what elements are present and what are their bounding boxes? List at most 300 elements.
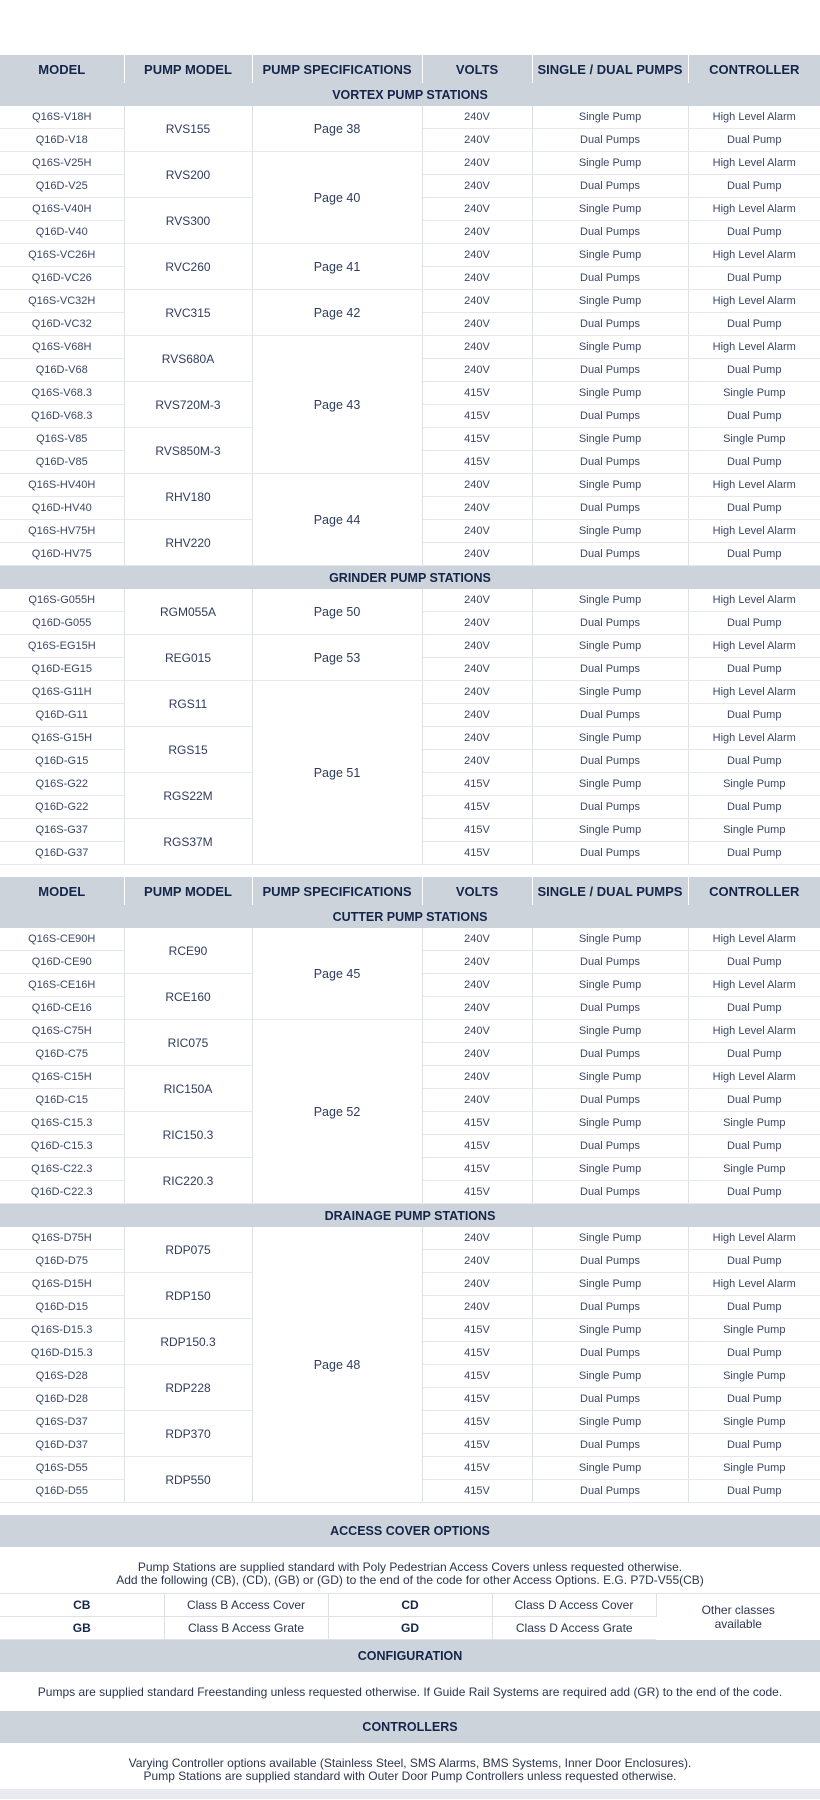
volts-cell: 415V <box>422 1135 532 1158</box>
pumps-cell: Single Pump <box>532 1227 688 1250</box>
model-cell: Q16S-G11H <box>0 681 124 704</box>
pumps-cell: Dual Pumps <box>532 497 688 520</box>
pumps-cell: Single Pump <box>532 474 688 497</box>
controller-cell: Dual Pump <box>688 359 820 382</box>
model-cell: Q16S-VC32H <box>0 290 124 313</box>
pump-model-cell: RIC075 <box>124 1020 252 1066</box>
controller-cell: Dual Pump <box>688 997 820 1020</box>
controller-cell: Dual Pump <box>688 543 820 566</box>
pump-spec-cell: Page 45 <box>252 928 422 1020</box>
access-code-cb: CB <box>0 1594 164 1617</box>
volts-cell: 415V <box>422 1319 532 1342</box>
pump-spec-cell: Page 38 <box>252 106 422 152</box>
model-cell: Q16S-G15H <box>0 727 124 750</box>
controller-cell: Dual Pump <box>688 842 820 865</box>
controller-cell: High Level Alarm <box>688 1227 820 1250</box>
volts-cell: 240V <box>422 313 532 336</box>
controller-cell: Dual Pump <box>688 267 820 290</box>
volts-cell: 240V <box>422 198 532 221</box>
model-cell: Q16S-EG15H <box>0 635 124 658</box>
pumps-cell: Single Pump <box>532 974 688 997</box>
volts-cell: 240V <box>422 1273 532 1296</box>
model-cell: Q16D-HV40 <box>0 497 124 520</box>
model-cell: Q16S-G22 <box>0 773 124 796</box>
volts-cell: 240V <box>422 1089 532 1112</box>
volts-cell: 240V <box>422 129 532 152</box>
pump-model-cell: RCE160 <box>124 974 252 1020</box>
pumps-cell: Single Pump <box>532 244 688 267</box>
table-row <box>0 152 820 175</box>
volts-cell: 240V <box>422 1020 532 1043</box>
section-title: DRAINAGE PUMP STATIONS <box>0 1204 820 1228</box>
controllers-title: CONTROLLERS <box>0 1711 820 1743</box>
pumps-cell: Single Pump <box>532 1112 688 1135</box>
pump-model-cell: RIC150A <box>124 1066 252 1112</box>
controller-cell: Dual Pump <box>688 497 820 520</box>
volts-cell: 415V <box>422 819 532 842</box>
pumps-cell: Dual Pumps <box>532 1181 688 1204</box>
volts-cell: 415V <box>422 773 532 796</box>
volts-cell: 240V <box>422 543 532 566</box>
header-model: MODEL <box>0 877 124 905</box>
pumps-cell: Dual Pumps <box>532 451 688 474</box>
pumps-cell: Dual Pumps <box>532 1089 688 1112</box>
pump-model-cell: RVS720M-3 <box>124 382 252 428</box>
model-cell: Q16D-V85 <box>0 451 124 474</box>
controller-cell: Dual Pump <box>688 313 820 336</box>
pumps-cell: Dual Pumps <box>532 658 688 681</box>
volts-cell: 415V <box>422 1112 532 1135</box>
volts-cell: 415V <box>422 451 532 474</box>
section-header-row <box>0 1204 820 1228</box>
volts-cell: 415V <box>422 405 532 428</box>
pumps-cell: Single Pump <box>532 681 688 704</box>
controller-cell: Dual Pump <box>688 612 820 635</box>
model-cell: Q16S-HV75H <box>0 520 124 543</box>
model-cell: Q16D-HV75 <box>0 543 124 566</box>
controller-cell: Dual Pump <box>688 1342 820 1365</box>
pumps-cell: Single Pump <box>532 589 688 612</box>
pump-spec-cell: Page 40 <box>252 152 422 244</box>
table-header <box>0 55 820 83</box>
pump-model-cell: RVS680A <box>124 336 252 382</box>
pumps-cell: Dual Pumps <box>532 543 688 566</box>
controller-cell: High Level Alarm <box>688 1066 820 1089</box>
pumps-cell: Dual Pumps <box>532 313 688 336</box>
model-cell: Q16D-G22 <box>0 796 124 819</box>
volts-cell: 240V <box>422 928 532 951</box>
access-desc-cb: Class B Access Cover <box>164 1594 328 1617</box>
model-cell: Q16S-V85 <box>0 428 124 451</box>
model-cell: Q16S-D37 <box>0 1411 124 1434</box>
volts-cell: 415V <box>422 1411 532 1434</box>
configuration-title: CONFIGURATION <box>0 1640 820 1672</box>
model-cell: Q16S-C75H <box>0 1020 124 1043</box>
model-cell: Q16S-D28 <box>0 1365 124 1388</box>
volts-cell: 240V <box>422 658 532 681</box>
controller-cell: Single Pump <box>688 819 820 842</box>
model-cell: Q16S-G055H <box>0 589 124 612</box>
header-model: MODEL <box>0 55 124 83</box>
configuration-note: Pumps are supplied standard Freestanding unless requested otherwise. If Guide Rail Systems are required add (GR) to the end of the code. <box>37 1685 783 1699</box>
controller-cell: Dual Pump <box>688 1135 820 1158</box>
volts-cell: 415V <box>422 1342 532 1365</box>
volts-cell: 415V <box>422 428 532 451</box>
pump-spec-cell: Page 50 <box>252 589 422 635</box>
pump-model-cell: RDP228 <box>124 1365 252 1411</box>
volts-cell: 415V <box>422 1480 532 1503</box>
pump-model-cell: RDP075 <box>124 1227 252 1273</box>
model-cell: Q16D-C22.3 <box>0 1181 124 1204</box>
header-volts: VOLTS <box>422 55 532 83</box>
model-cell: Q16D-V25 <box>0 175 124 198</box>
pumps-cell: Single Pump <box>532 635 688 658</box>
volts-cell: 240V <box>422 175 532 198</box>
access-desc-cd: Class D Access Cover <box>492 1594 656 1617</box>
controllers-note-1: Varying Controller options available (Stainless Steel, SMS Alarms, BMS Systems, Inner Door Enclosures). <box>128 1756 692 1770</box>
volts-cell: 240V <box>422 1066 532 1089</box>
pump-spec-cell: Page 42 <box>252 290 422 336</box>
pumps-cell: Dual Pumps <box>532 951 688 974</box>
table-row <box>0 635 820 658</box>
controller-cell: Single Pump <box>688 1411 820 1434</box>
model-cell: Q16D-G055 <box>0 612 124 635</box>
volts-cell: 240V <box>422 290 532 313</box>
volts-cell: 240V <box>422 974 532 997</box>
table-row <box>0 681 820 704</box>
table-body <box>0 905 820 1503</box>
pump-model-cell: RVC315 <box>124 290 252 336</box>
controller-cell: Single Pump <box>688 1365 820 1388</box>
header-volts: VOLTS <box>422 877 532 905</box>
pumps-cell: Dual Pumps <box>532 1388 688 1411</box>
pumps-cell: Dual Pumps <box>532 704 688 727</box>
pumps-cell: Single Pump <box>532 819 688 842</box>
model-cell: Q16D-C15.3 <box>0 1135 124 1158</box>
model-cell: Q16D-D75 <box>0 1250 124 1273</box>
pump-model-cell: RHV180 <box>124 474 252 520</box>
pumps-cell: Single Pump <box>532 1066 688 1089</box>
model-cell: Q16S-CE16H <box>0 974 124 997</box>
controller-cell: Dual Pump <box>688 796 820 819</box>
model-cell: Q16D-VC26 <box>0 267 124 290</box>
volts-cell: 240V <box>422 497 532 520</box>
volts-cell: 240V <box>422 267 532 290</box>
model-cell: Q16S-C15.3 <box>0 1112 124 1135</box>
controller-cell: High Level Alarm <box>688 244 820 267</box>
controller-cell: Dual Pump <box>688 704 820 727</box>
header-pump-specifications: PUMP SPECIFICATIONS <box>252 877 422 905</box>
table-row <box>0 589 820 612</box>
table-row <box>0 928 820 951</box>
model-cell: Q16S-D15H <box>0 1273 124 1296</box>
pumps-cell: Single Pump <box>532 1020 688 1043</box>
volts-cell: 240V <box>422 1227 532 1250</box>
access-other-line-1: Other classes <box>701 1602 775 1617</box>
controller-cell: Dual Pump <box>688 658 820 681</box>
volts-cell: 415V <box>422 1158 532 1181</box>
pump-model-cell: RVS850M-3 <box>124 428 252 474</box>
table-row <box>0 336 820 359</box>
access-cover-note-1: Pump Stations are supplied standard with Poly Pedestrian Access Covers unless requested otherwise. <box>137 1560 683 1574</box>
pump-model-cell: RGS37M <box>124 819 252 865</box>
controller-cell: Single Pump <box>688 1457 820 1480</box>
volts-cell: 240V <box>422 704 532 727</box>
model-cell: Q16D-C75 <box>0 1043 124 1066</box>
controller-cell: High Level Alarm <box>688 589 820 612</box>
access-desc-gd: Class D Access Grate <box>492 1617 656 1640</box>
controller-cell: Single Pump <box>688 428 820 451</box>
pumps-cell: Dual Pumps <box>532 796 688 819</box>
volts-cell: 240V <box>422 997 532 1020</box>
pumps-cell: Single Pump <box>532 1365 688 1388</box>
model-cell: Q16D-V18 <box>0 129 124 152</box>
controller-cell: High Level Alarm <box>688 1020 820 1043</box>
model-cell: Q16S-HV40H <box>0 474 124 497</box>
pumps-cell: Dual Pumps <box>532 1043 688 1066</box>
page <box>0 55 820 1799</box>
model-cell: Q16D-CE90 <box>0 951 124 974</box>
volts-cell: 415V <box>422 1434 532 1457</box>
access-cover-table <box>0 1593 820 1640</box>
volts-cell: 415V <box>422 842 532 865</box>
volts-cell: 240V <box>422 1296 532 1319</box>
pumps-cell: Dual Pumps <box>532 612 688 635</box>
controller-cell: Dual Pump <box>688 129 820 152</box>
controller-cell: High Level Alarm <box>688 474 820 497</box>
pump-table-1 <box>0 55 820 865</box>
model-cell: Q16S-V25H <box>0 152 124 175</box>
pumps-cell: Single Pump <box>532 1457 688 1480</box>
section-title: CUTTER PUMP STATIONS <box>0 905 820 928</box>
model-cell: Q16D-G15 <box>0 750 124 773</box>
controller-cell: Single Pump <box>688 773 820 796</box>
pumps-cell: Single Pump <box>532 928 688 951</box>
footer-band <box>0 1789 820 1799</box>
controller-cell: Dual Pump <box>688 1250 820 1273</box>
model-cell: Q16D-D15 <box>0 1296 124 1319</box>
volts-cell: 240V <box>422 951 532 974</box>
volts-cell: 240V <box>422 152 532 175</box>
controller-cell: High Level Alarm <box>688 152 820 175</box>
access-cover-note-2: Add the following (CB), (CD), (GB) or (GD) to the end of the code for other Access Options. E.G. P7D-V55(CB) <box>116 1573 704 1587</box>
table-row <box>0 1020 820 1043</box>
pumps-cell: Dual Pumps <box>532 267 688 290</box>
header-controller: CONTROLLER <box>688 877 820 905</box>
pump-model-cell: RDP370 <box>124 1411 252 1457</box>
controller-cell: High Level Alarm <box>688 1273 820 1296</box>
pumps-cell: Single Pump <box>532 198 688 221</box>
pump-spec-cell: Page 53 <box>252 635 422 681</box>
model-cell: Q16S-V68.3 <box>0 382 124 405</box>
model-cell: Q16D-G11 <box>0 704 124 727</box>
pumps-cell: Dual Pumps <box>532 1480 688 1503</box>
model-cell: Q16D-V40 <box>0 221 124 244</box>
controller-cell: Dual Pump <box>688 405 820 428</box>
volts-cell: 415V <box>422 382 532 405</box>
model-cell: Q16D-D15.3 <box>0 1342 124 1365</box>
controller-cell: Dual Pump <box>688 750 820 773</box>
model-cell: Q16D-D37 <box>0 1434 124 1457</box>
controller-cell: Dual Pump <box>688 1089 820 1112</box>
model-cell: Q16D-C15 <box>0 1089 124 1112</box>
model-cell: Q16D-CE16 <box>0 997 124 1020</box>
pump-model-cell: RCE90 <box>124 928 252 974</box>
volts-cell: 240V <box>422 1043 532 1066</box>
pump-model-cell: RVS155 <box>124 106 252 152</box>
pumps-cell: Single Pump <box>532 773 688 796</box>
table-row <box>0 474 820 497</box>
volts-cell: 415V <box>422 1457 532 1480</box>
access-code-gd: GD <box>328 1617 492 1640</box>
table-header <box>0 877 820 905</box>
pumps-cell: Dual Pumps <box>532 1296 688 1319</box>
pumps-cell: Dual Pumps <box>532 175 688 198</box>
controller-cell: Dual Pump <box>688 951 820 974</box>
pumps-cell: Dual Pumps <box>532 1342 688 1365</box>
pump-model-cell: RVC260 <box>124 244 252 290</box>
model-cell: Q16S-D75H <box>0 1227 124 1250</box>
pump-model-cell: RGS15 <box>124 727 252 773</box>
model-cell: Q16S-V68H <box>0 336 124 359</box>
model-cell: Q16S-D55 <box>0 1457 124 1480</box>
volts-cell: 415V <box>422 1365 532 1388</box>
controller-cell: High Level Alarm <box>688 635 820 658</box>
controller-cell: Dual Pump <box>688 1043 820 1066</box>
table-row <box>0 290 820 313</box>
access-code-gb: GB <box>0 1617 164 1640</box>
controller-cell: High Level Alarm <box>688 106 820 129</box>
controller-cell: Dual Pump <box>688 1296 820 1319</box>
pumps-cell: Dual Pumps <box>532 997 688 1020</box>
header-single-dual-pumps: SINGLE / DUAL PUMPS <box>532 877 688 905</box>
controller-cell: High Level Alarm <box>688 336 820 359</box>
controller-cell: High Level Alarm <box>688 681 820 704</box>
volts-cell: 240V <box>422 474 532 497</box>
controller-cell: High Level Alarm <box>688 520 820 543</box>
pumps-cell: Single Pump <box>532 1319 688 1342</box>
volts-cell: 240V <box>422 681 532 704</box>
controller-cell: Dual Pump <box>688 1388 820 1411</box>
pump-model-cell: RVS300 <box>124 198 252 244</box>
pumps-cell: Single Pump <box>532 382 688 405</box>
model-cell: Q16D-D28 <box>0 1388 124 1411</box>
pumps-cell: Dual Pumps <box>532 221 688 244</box>
volts-cell: 240V <box>422 336 532 359</box>
controller-cell: Dual Pump <box>688 451 820 474</box>
model-cell: Q16S-C22.3 <box>0 1158 124 1181</box>
table-row <box>0 106 820 129</box>
pump-spec-cell: Page 52 <box>252 1020 422 1204</box>
section-header-row <box>0 83 820 106</box>
access-other-line-2: available <box>714 1616 762 1631</box>
volts-cell: 240V <box>422 359 532 382</box>
pump-model-cell: RIC220.3 <box>124 1158 252 1204</box>
volts-cell: 240V <box>422 635 532 658</box>
pumps-cell: Single Pump <box>532 290 688 313</box>
pumps-cell: Dual Pumps <box>532 750 688 773</box>
volts-cell: 240V <box>422 612 532 635</box>
controller-cell: High Level Alarm <box>688 928 820 951</box>
model-cell: Q16D-D55 <box>0 1480 124 1503</box>
pumps-cell: Dual Pumps <box>532 1250 688 1273</box>
model-cell: Q16D-V68.3 <box>0 405 124 428</box>
controller-cell: Dual Pump <box>688 1434 820 1457</box>
model-cell: Q16D-V68 <box>0 359 124 382</box>
section-title: VORTEX PUMP STATIONS <box>0 83 820 106</box>
volts-cell: 240V <box>422 520 532 543</box>
pump-model-cell: RGM055A <box>124 589 252 635</box>
model-cell: Q16S-V18H <box>0 106 124 129</box>
controller-cell: Dual Pump <box>688 1480 820 1503</box>
controller-cell: High Level Alarm <box>688 198 820 221</box>
controller-cell: Single Pump <box>688 1319 820 1342</box>
access-cover-title: ACCESS COVER OPTIONS <box>0 1515 820 1547</box>
table-row <box>0 1227 820 1250</box>
pump-model-cell: RDP150.3 <box>124 1319 252 1365</box>
controller-cell: Single Pump <box>688 382 820 405</box>
volts-cell: 240V <box>422 750 532 773</box>
model-cell: Q16D-EG15 <box>0 658 124 681</box>
controller-cell: Single Pump <box>688 1158 820 1181</box>
volts-cell: 240V <box>422 244 532 267</box>
pumps-cell: Single Pump <box>532 1411 688 1434</box>
model-cell: Q16S-G37 <box>0 819 124 842</box>
model-cell: Q16S-C15H <box>0 1066 124 1089</box>
pump-spec-cell: Page 44 <box>252 474 422 566</box>
header-pump-specifications: PUMP SPECIFICATIONS <box>252 55 422 83</box>
pumps-cell: Single Pump <box>532 727 688 750</box>
access-desc-gb: Class B Access Grate <box>164 1617 328 1640</box>
volts-cell: 240V <box>422 106 532 129</box>
pump-table-2 <box>0 877 820 1503</box>
controller-cell: High Level Alarm <box>688 290 820 313</box>
model-cell: Q16S-D15.3 <box>0 1319 124 1342</box>
table-body <box>0 83 820 865</box>
controller-cell: Dual Pump <box>688 221 820 244</box>
controller-cell: Dual Pump <box>688 175 820 198</box>
pumps-cell: Single Pump <box>532 520 688 543</box>
controller-cell: High Level Alarm <box>688 974 820 997</box>
table-row <box>0 244 820 267</box>
pumps-cell: Single Pump <box>532 1273 688 1296</box>
volts-cell: 240V <box>422 221 532 244</box>
pump-model-cell: RDP150 <box>124 1273 252 1319</box>
section-header-row <box>0 905 820 928</box>
model-cell: Q16S-VC26H <box>0 244 124 267</box>
volts-cell: 240V <box>422 589 532 612</box>
pumps-cell: Dual Pumps <box>532 842 688 865</box>
pump-model-cell: RVS200 <box>124 152 252 198</box>
pump-model-cell: RDP550 <box>124 1457 252 1503</box>
pump-spec-cell: Page 43 <box>252 336 422 474</box>
pump-model-cell: REG015 <box>124 635 252 681</box>
pump-spec-cell: Page 48 <box>252 1227 422 1503</box>
volts-cell: 415V <box>422 1388 532 1411</box>
pump-model-cell: RGS22M <box>124 773 252 819</box>
controller-cell: Dual Pump <box>688 1181 820 1204</box>
controllers-note-2: Pump Stations are supplied standard with Outer Door Pump Controllers unless requested otherwise. <box>143 1769 677 1783</box>
pump-model-cell: RGS11 <box>124 681 252 727</box>
pumps-cell: Single Pump <box>532 152 688 175</box>
access-code-cd: CD <box>328 1594 492 1617</box>
access-other-classes <box>656 1594 820 1640</box>
pumps-cell: Single Pump <box>532 336 688 359</box>
pumps-cell: Dual Pumps <box>532 405 688 428</box>
pumps-cell: Dual Pumps <box>532 1434 688 1457</box>
pumps-cell: Dual Pumps <box>532 129 688 152</box>
pumps-cell: Dual Pumps <box>532 1135 688 1158</box>
